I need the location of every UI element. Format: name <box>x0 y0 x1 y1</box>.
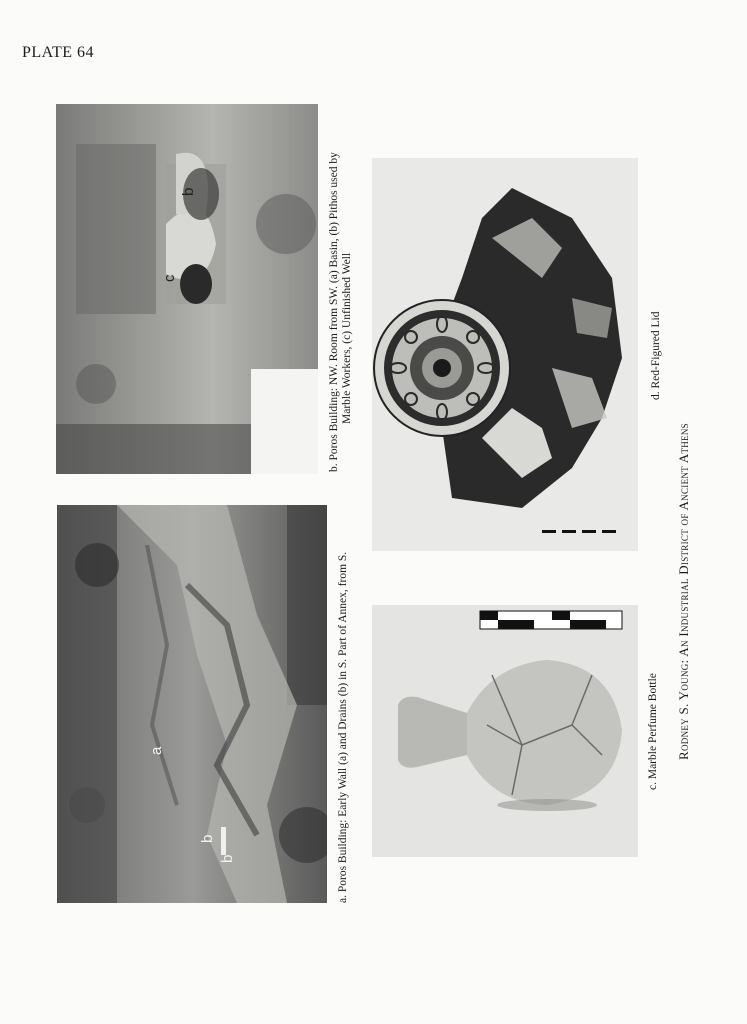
lid-center <box>374 300 510 436</box>
photo-b-label-b: b <box>180 187 197 196</box>
photo-a-label-b1 <box>221 827 226 855</box>
photo-nw-room <box>56 104 318 474</box>
caption-b <box>328 92 354 472</box>
photo-marble-perfume-bottle <box>372 605 638 857</box>
photo-a-label-b: b <box>199 834 216 843</box>
page-footer: Rodney S. Young: An Industrial District of Ancient Athens <box>676 423 691 760</box>
caption-c: c. Marble Perfume Bottle <box>647 673 659 790</box>
photo-red-figured-lid <box>372 158 638 551</box>
caption-d: d. Red-Figured Lid <box>650 311 662 400</box>
photo-b-label-c: c <box>161 274 178 282</box>
photo-a-label-b2: b <box>219 854 236 863</box>
caption-b-line1: b. Poros Building: NW. Room from SW. (a) Basin, (b) Pithos used by <box>328 152 340 472</box>
photo-a-label-a: a <box>148 746 165 755</box>
plate-title: PLATE 64 <box>22 44 94 61</box>
photo-excavation-drains <box>57 505 327 903</box>
caption-a: a. Poros Building: Early Wall (a) and Drains (b) in S. Part of Annex, from S. <box>337 551 349 903</box>
caption-b-line2: Marble Workers, (c) Unfinished Well <box>341 252 353 424</box>
